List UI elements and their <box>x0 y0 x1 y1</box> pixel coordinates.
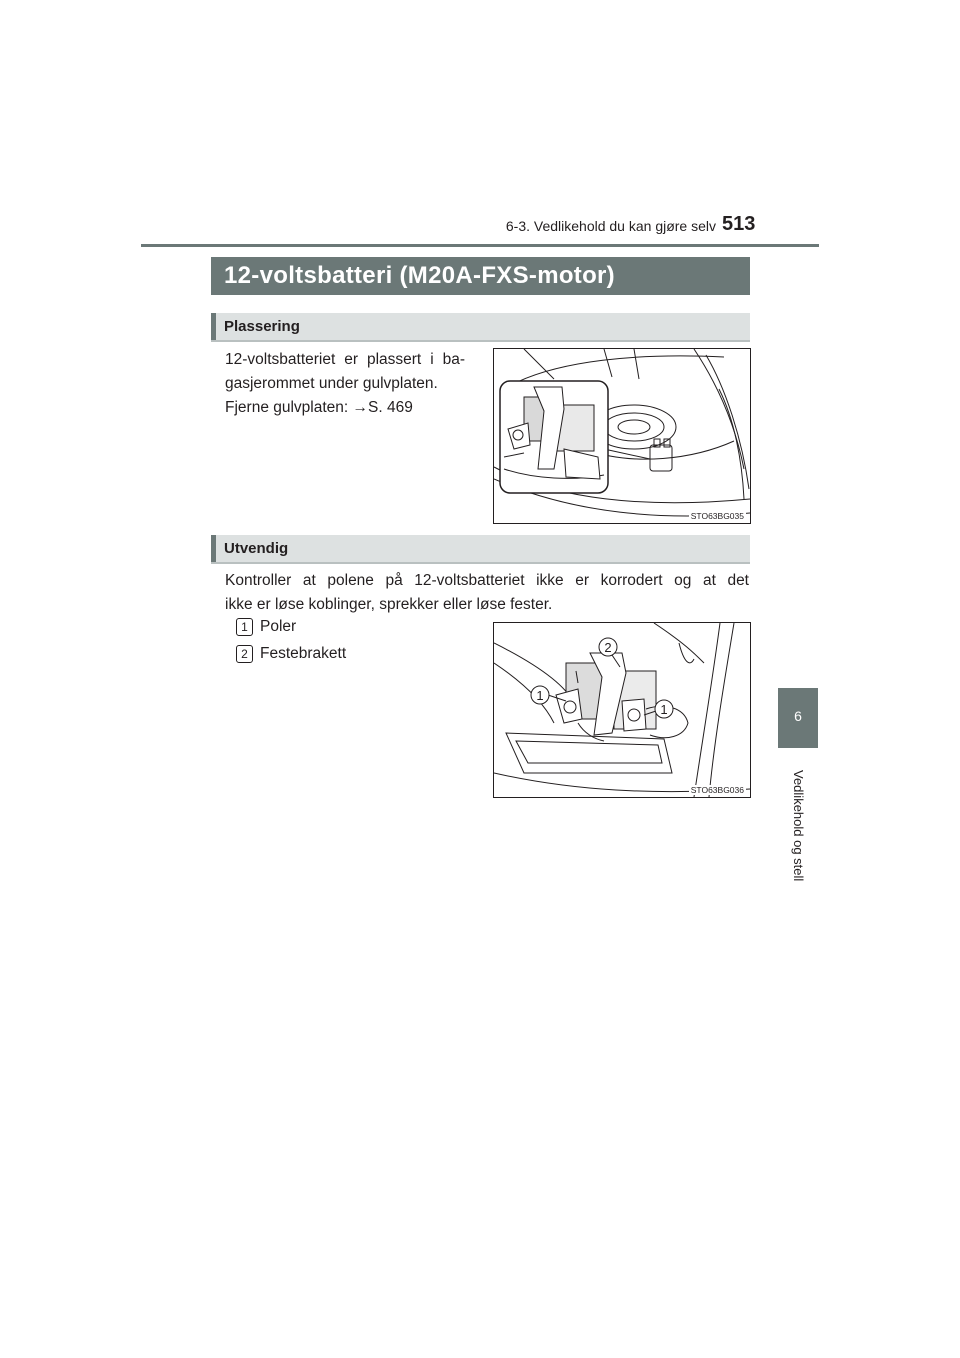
callout-item-bracket <box>236 643 436 667</box>
header-section-title: 6-3. Vedlikehold du kan gjøre selv <box>505 218 716 234</box>
callout-item-terminals <box>236 616 436 640</box>
battery-exterior-illustration <box>493 622 751 798</box>
chapter-caption <box>760 770 836 920</box>
callout-number: 2 <box>236 645 253 663</box>
luggage-compartment-drawing <box>494 349 750 523</box>
placement-text-line2: gasjerommet under gulvplaten. <box>225 375 438 392</box>
figure-callout-1-left <box>531 686 549 704</box>
figure-code: STO63BG036 <box>690 785 744 795</box>
subheading-placement-label: Plassering <box>224 318 300 335</box>
figure-callout-1-right <box>655 700 673 718</box>
figure-callout-2 <box>599 638 617 656</box>
figure-code: STO63BG035 <box>690 511 744 521</box>
callout-number: 1 <box>236 618 253 636</box>
exterior-text-line1: Kontroller at polene på 12-voltsbatteriet ikke er korrodert og at det <box>225 572 749 589</box>
figure-callout-label: 1 <box>536 688 544 703</box>
placement-text <box>225 348 465 396</box>
callout-label: Festebrakett <box>260 645 347 662</box>
battery-location-illustration <box>493 348 751 524</box>
subheading-placement <box>211 313 750 342</box>
section-title: 12-voltsbatteri (M20A-FXS-motor) <box>224 262 615 289</box>
figure-callout-label: 2 <box>604 640 612 655</box>
placement-reference: Fjerne gulvplaten: →S. 469 <box>225 399 413 416</box>
chapter-tab-number: 6 <box>794 708 802 724</box>
page-number: 513 <box>722 213 756 235</box>
exterior-text-line2: ikke er løse koblinger, sprekker eller løse fester. <box>225 596 553 613</box>
callout-label: Poler <box>260 618 297 635</box>
subheading-exterior-label: Utvendig <box>224 540 289 557</box>
battery-closeup-drawing <box>494 623 750 797</box>
placement-text-line1: 12-voltsbatteriet er plassert i ba- <box>225 351 465 368</box>
chapter-caption-text: Vedlikehold og stell <box>791 770 806 882</box>
figure-callout-label: 1 <box>660 702 668 717</box>
subheading-exterior <box>211 535 750 564</box>
header-rule <box>141 244 819 247</box>
